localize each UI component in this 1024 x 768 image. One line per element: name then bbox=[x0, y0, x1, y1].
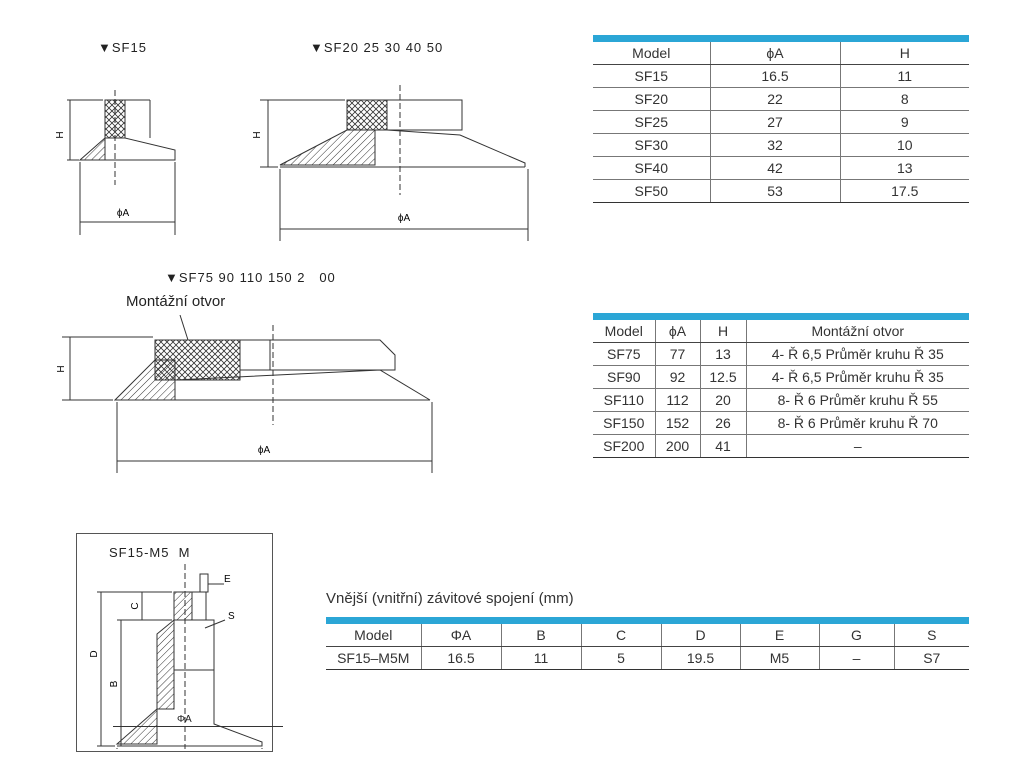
threaded-title: SF15-M5 M bbox=[109, 545, 191, 560]
cell-c: 5 bbox=[581, 647, 661, 670]
cell-mount-hole: 8- Ř 6 Průměr kruhu Ř 55 bbox=[746, 389, 969, 412]
cell-phi-a: 22 bbox=[710, 88, 840, 111]
cell-s: S7 bbox=[894, 647, 969, 670]
table-row bbox=[593, 343, 969, 366]
cell-h: 13 bbox=[840, 157, 969, 180]
phi-a-dimension-line bbox=[113, 726, 283, 727]
cell-phi-a: 92 bbox=[655, 366, 700, 389]
table3-header-d: D bbox=[661, 621, 740, 647]
cell-d: 19.5 bbox=[661, 647, 740, 670]
sf15-h-dim: H bbox=[55, 131, 66, 139]
cell-h: 20 bbox=[700, 389, 746, 412]
table2-header-model: Model bbox=[593, 317, 655, 343]
table-row bbox=[593, 157, 969, 180]
dim-d: D bbox=[89, 650, 100, 658]
table2-header-mount-hole: Montážní otvor bbox=[746, 317, 969, 343]
cell-h: 8 bbox=[840, 88, 969, 111]
table3-header-b: B bbox=[501, 621, 581, 647]
dim-s: S bbox=[228, 611, 235, 622]
sf75-h-dim: H bbox=[56, 365, 67, 373]
cell-model: SF40 bbox=[593, 157, 710, 180]
table-threaded-connection bbox=[326, 617, 969, 670]
cell-model: SF90 bbox=[593, 366, 655, 389]
sf15-drawing bbox=[55, 90, 195, 240]
table-row bbox=[593, 366, 969, 389]
sf15-m5-drawing bbox=[77, 564, 272, 749]
sf75-200-drawing bbox=[50, 315, 440, 475]
table3-caption: Vnější (vnitřní) závitové spojení (mm) bbox=[326, 590, 574, 607]
table-row bbox=[326, 647, 969, 670]
table-row bbox=[593, 65, 969, 88]
table3-header-g: G bbox=[819, 621, 894, 647]
cell-model: SF30 bbox=[593, 134, 710, 157]
cell-mount-hole: 8- Ř 6 Průměr kruhu Ř 70 bbox=[746, 412, 969, 435]
cell-phi-a: 42 bbox=[710, 157, 840, 180]
table1-header-h: H bbox=[840, 39, 969, 65]
table1-header-model: Model bbox=[593, 39, 710, 65]
cell-phi-a: 27 bbox=[710, 111, 840, 134]
cell-model: SF15–M5M bbox=[326, 647, 421, 670]
cell-model: SF110 bbox=[593, 389, 655, 412]
table-row bbox=[593, 389, 969, 412]
table3-header-phi-a: ΦA bbox=[421, 621, 501, 647]
table-row bbox=[593, 435, 969, 458]
sf75-200-label: ▼SF75 90 110 150 2 00 bbox=[165, 270, 336, 285]
dim-c: C bbox=[130, 602, 141, 610]
table3-header-s: S bbox=[894, 621, 969, 647]
cell-h: 10 bbox=[840, 134, 969, 157]
cell-h: 41 bbox=[700, 435, 746, 458]
dim-b: B bbox=[109, 680, 120, 688]
dim-e: E bbox=[224, 574, 231, 585]
cell-h: 11 bbox=[840, 65, 969, 88]
cell-phi-a: 16.5 bbox=[421, 647, 501, 670]
table-row bbox=[593, 134, 969, 157]
cell-g: – bbox=[819, 647, 894, 670]
table1-header-phi-a: ϕA bbox=[710, 39, 840, 65]
cell-phi-a: 77 bbox=[655, 343, 700, 366]
table3-header-c: C bbox=[581, 621, 661, 647]
table3-header-e: E bbox=[740, 621, 819, 647]
table-sf15-50 bbox=[593, 35, 969, 203]
cell-phi-a: 152 bbox=[655, 412, 700, 435]
cell-phi-a: 200 bbox=[655, 435, 700, 458]
sf20-50-label: ▼SF20 25 30 40 50 bbox=[310, 40, 444, 55]
sf20-phi-a-dim: ϕA bbox=[397, 213, 411, 224]
cell-model: SF25 bbox=[593, 111, 710, 134]
table-sf75-200 bbox=[593, 313, 969, 458]
table3-header-model: Model bbox=[326, 621, 421, 647]
cell-model: SF20 bbox=[593, 88, 710, 111]
sf20-h-dim: H bbox=[252, 131, 263, 139]
cell-model: SF15 bbox=[593, 65, 710, 88]
cell-h: 26 bbox=[700, 412, 746, 435]
threaded-phi-a-dim: ΦA bbox=[177, 714, 192, 725]
sf15-label: ▼SF15 bbox=[98, 40, 147, 55]
cell-b: 11 bbox=[501, 647, 581, 670]
cell-h: 12.5 bbox=[700, 366, 746, 389]
cell-model: SF150 bbox=[593, 412, 655, 435]
cell-model: SF50 bbox=[593, 180, 710, 203]
cell-phi-a: 16.5 bbox=[710, 65, 840, 88]
cell-h: 9 bbox=[840, 111, 969, 134]
cell-phi-a: 112 bbox=[655, 389, 700, 412]
cell-h: 17.5 bbox=[840, 180, 969, 203]
cell-mount-hole: 4- Ř 6,5 Průměr kruhu Ř 35 bbox=[746, 343, 969, 366]
sf15-phi-a-dim: ϕA bbox=[116, 208, 130, 219]
mount-hole-label: Montážní otvor bbox=[126, 293, 226, 310]
cell-h: 13 bbox=[700, 343, 746, 366]
cell-model: SF75 bbox=[593, 343, 655, 366]
sf75-phi-a-dim: ϕA bbox=[257, 445, 271, 456]
table2-header-phi-a: ϕA bbox=[655, 317, 700, 343]
table-row bbox=[593, 180, 969, 203]
cell-mount-hole: – bbox=[746, 435, 969, 458]
threaded-drawing-box bbox=[76, 533, 273, 752]
cell-e: M5 bbox=[740, 647, 819, 670]
table-row bbox=[593, 412, 969, 435]
cell-phi-a: 53 bbox=[710, 180, 840, 203]
sf20-50-drawing bbox=[250, 85, 540, 245]
cell-phi-a: 32 bbox=[710, 134, 840, 157]
table-row bbox=[593, 111, 969, 134]
cell-mount-hole: 4- Ř 6,5 Průměr kruhu Ř 35 bbox=[746, 366, 969, 389]
table2-header-h: H bbox=[700, 317, 746, 343]
table-row bbox=[593, 88, 969, 111]
cell-model: SF200 bbox=[593, 435, 655, 458]
